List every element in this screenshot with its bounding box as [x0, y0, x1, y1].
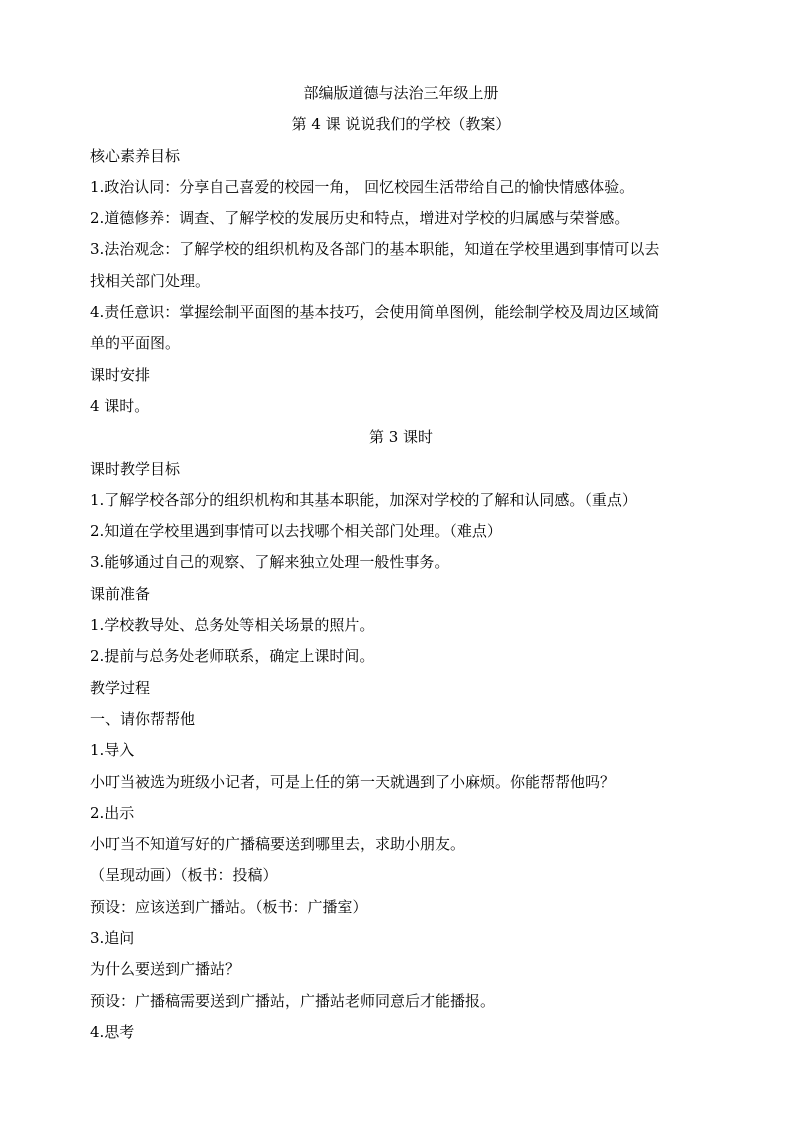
paragraph-line: 预设：广播稿需要送到广播站，广播站老师同意后才能播报。: [90, 991, 496, 1010]
section-heading-lesson-goals: 课时教学目标: [90, 459, 181, 478]
paragraph-line: 单的平面图。: [90, 334, 181, 353]
paragraph-line: 3.法治观念：了解学校的组织机构及各部门的基本职能，知道在学校里遇到事情可以去: [90, 240, 660, 259]
paragraph-line: 预设：应该送到广播站。（板书：广播室）: [90, 897, 368, 916]
paragraph-line: 2.提前与总务处老师联系，确定上课时间。: [90, 647, 375, 666]
step-heading: 2.出示: [90, 803, 135, 822]
section-heading-process: 教学过程: [90, 678, 151, 697]
subsection-heading: 一、请你帮帮他: [90, 709, 196, 728]
paragraph-line: 小叮当被选为班级小记者，可是上任的第一天就遇到了小麻烦。你能帮帮他吗？: [90, 772, 616, 791]
paragraph-line: 2.道德修养：调查、了解学校的发展历史和特点，增进对学校的归属感与荣誉感。: [90, 209, 630, 228]
lesson-period-heading: 第 3 课时: [368, 428, 434, 447]
paragraph-line: 2.知道在学校里遇到事情可以去找哪个相关部门处理。（难点）: [90, 522, 502, 541]
paragraph-line: 1.政治认同：分享自己喜爱的校园一角， 回忆校园生活带给自己的愉快情感体验。: [90, 177, 635, 196]
step-heading: 4.思考: [90, 1022, 135, 1041]
step-heading: 1.导入: [90, 741, 135, 760]
doc-subtitle: 第 4 课 说说我们的学校（教案）: [291, 115, 511, 134]
document-page: [90, 78, 712, 1048]
paragraph-line: 找相关部门处理。: [90, 271, 211, 290]
paragraph-line: 4.责任意识：掌握绘制平面图的基本技巧，会使用简单图例，能绘制学校及周边区域简: [90, 303, 660, 322]
section-heading-preparation: 课前准备: [90, 584, 151, 603]
section-heading-core-goals: 核心素养目标: [90, 146, 181, 165]
section-heading-schedule: 课时安排: [90, 365, 151, 384]
paragraph-line: 为什么要送到广播站？: [90, 960, 241, 979]
paragraph-line: 3.能够通过自己的观察、了解来独立处理一般性事务。: [90, 553, 450, 572]
paragraph-line: 1.学校教导处、总务处等相关场景的照片。: [90, 616, 375, 635]
paragraph-line: 小叮当不知道写好的广播稿要送到哪里去，求助小朋友。: [90, 835, 466, 854]
step-heading: 3.追问: [90, 929, 135, 948]
paragraph-line: 4 课时。: [90, 396, 150, 415]
doc-title: 部编版道德与法治三年级上册: [303, 84, 499, 102]
paragraph-line: 1.了解学校各部分的组织机构和其基本职能，加深对学校的了解和认同感。（重点）: [90, 490, 637, 509]
paragraph-line: （呈现动画）（板书：投稿）: [90, 866, 278, 885]
